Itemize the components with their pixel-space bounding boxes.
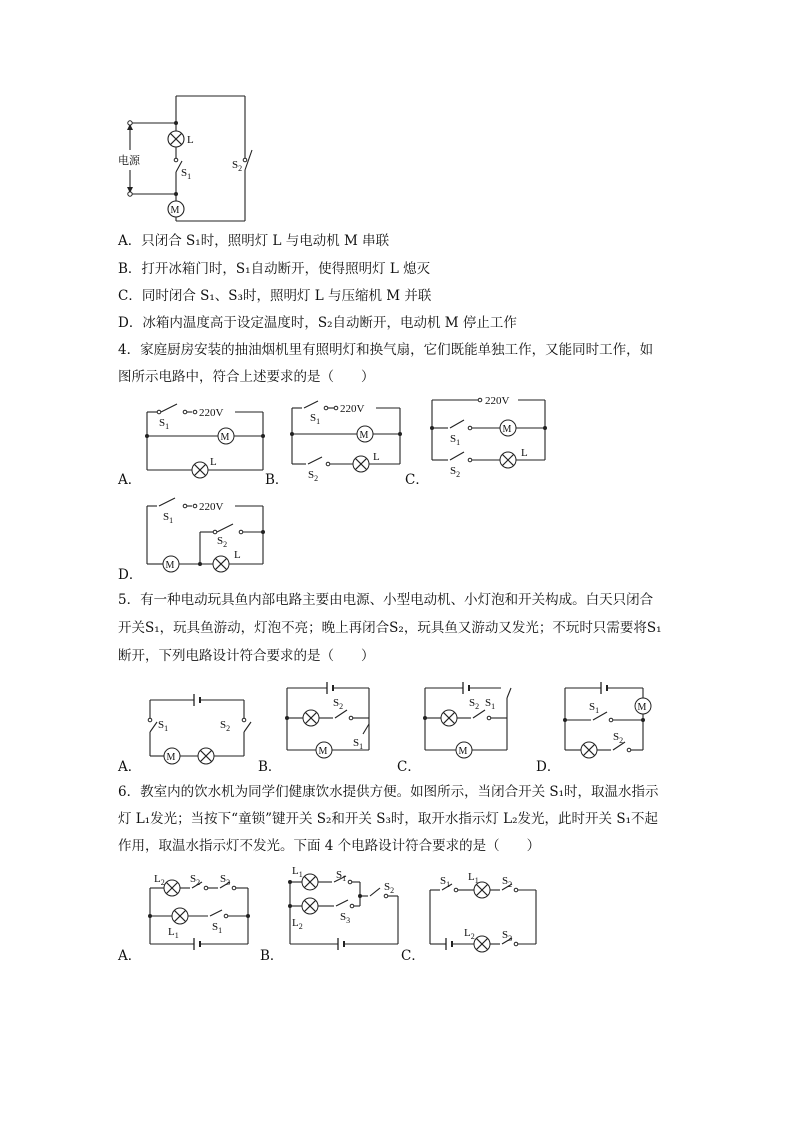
q4-label-a: A． xyxy=(118,472,142,488)
power-source-label: 电源 xyxy=(118,155,140,167)
svg-text:S2: $S_2$ xyxy=(220,719,231,733)
svg-text:S2: $S_2$ xyxy=(613,731,624,745)
q4-circuit-d xyxy=(145,496,275,576)
svg-text:L: L xyxy=(521,447,528,459)
svg-text:L1: $L_1$ xyxy=(168,926,179,940)
svg-text:S3: $S_3$ xyxy=(502,929,513,943)
svg-text:S2: $S_2$ xyxy=(502,875,513,889)
lamp-l2-icon xyxy=(302,898,318,914)
q4-circuit-b xyxy=(290,402,410,482)
svg-text:L1: $L_1$ xyxy=(292,865,303,879)
motor-icon xyxy=(218,428,234,444)
svg-text:S2: $S_2$ xyxy=(190,873,201,887)
lamp-icon xyxy=(168,131,184,147)
svg-text:S2: $S_2$ xyxy=(232,159,243,173)
svg-text:S1: $S_1$ xyxy=(159,417,170,431)
q4-stem-line1: 4．家庭厨房安装的抽油烟机里有照明灯和换气扇，它们既能单独工作，又能同时工作，如 xyxy=(118,342,654,358)
svg-text:L: L xyxy=(210,456,217,468)
q6-stem-line2: 灯 L₁发光；当按下“童锁”键开关 S₂和开关 S₃时，取开水指示灯 L₂发光，此时开关 S₁不起 xyxy=(118,811,658,827)
q6-circuit-a xyxy=(148,872,258,957)
lamp-l2-icon xyxy=(164,880,180,896)
lamp-icon xyxy=(303,710,319,726)
svg-text:S2: $S_2$ xyxy=(384,881,395,895)
q3-option-c: C．同时闭合 S₁、S₃时，照明灯 L 与压缩机 M 并联 xyxy=(118,288,432,304)
q3-option-a: A．只闭合 S₁时，照明灯 L 与电动机 M 串联 xyxy=(118,233,390,249)
svg-text:M: M xyxy=(220,432,230,443)
svg-text:S1: $S_1$ xyxy=(310,412,321,426)
q5-circuit-d xyxy=(563,684,663,769)
motor-icon xyxy=(168,201,184,217)
q4-label-b: B． xyxy=(265,472,289,488)
q3-circuit-figure xyxy=(110,88,310,228)
lamp-icon xyxy=(213,556,229,572)
lamp-l1-icon xyxy=(302,874,318,890)
svg-text:M: M xyxy=(359,430,369,441)
svg-text:M: M xyxy=(458,746,468,757)
lamp-label: L xyxy=(187,134,194,146)
svg-text:M: M xyxy=(637,702,647,713)
svg-text:S2: $S_2$ xyxy=(333,697,344,711)
q5-label-a: A． xyxy=(118,759,142,775)
svg-text:M: M xyxy=(502,424,512,435)
svg-text:L2: $L_2$ xyxy=(154,873,165,887)
svg-text:S3: $S_3$ xyxy=(220,873,231,887)
q6-label-a: A． xyxy=(118,948,142,964)
svg-text:S2: $S_2$ xyxy=(469,697,480,711)
svg-text:S1: $S_1$ xyxy=(181,167,192,181)
svg-text:M: M xyxy=(166,752,176,763)
lamp-l1-icon xyxy=(172,908,188,924)
svg-text:220V: 220V xyxy=(340,403,365,415)
lamp-icon xyxy=(500,452,516,468)
svg-text:220V: 220V xyxy=(199,407,224,419)
svg-text:S3: $S_3$ xyxy=(340,911,351,925)
svg-text:S2: $S_2$ xyxy=(217,535,228,549)
q4-circuit-c xyxy=(430,395,555,479)
q6-label-c: C． xyxy=(401,948,425,964)
svg-text:L1: $L_1$ xyxy=(468,871,479,885)
q3-option-d: D．冰箱内温度高于设定温度时，S₂自动断开，电动机 M 停止工作 xyxy=(118,315,517,331)
q5-label-d: D． xyxy=(536,759,561,775)
q5-label-c: C． xyxy=(397,759,421,775)
lamp-l2-icon xyxy=(474,936,490,952)
svg-text:S1: $S_1$ xyxy=(589,701,600,715)
svg-text:S1: $S_1$ xyxy=(336,869,347,883)
motor-icon xyxy=(163,556,179,572)
q4-label-d: D． xyxy=(118,567,143,583)
q6-stem-line1: 6．教室内的饮水机为同学们健康饮水提供方便。如图所示，当闭合开关 S₁时，取温水指示 xyxy=(118,784,659,800)
switch-s1-label: S xyxy=(181,167,188,179)
q4-label-c: C． xyxy=(405,472,429,488)
motor-icon xyxy=(500,420,516,436)
lamp-icon xyxy=(192,462,208,478)
svg-text:L: L xyxy=(234,549,241,561)
lamp-icon xyxy=(353,456,369,472)
motor-icon xyxy=(357,426,373,442)
svg-text:220V: 220V xyxy=(199,501,224,513)
motor-icon xyxy=(316,742,332,758)
svg-text:S1: $S_1$ xyxy=(212,921,223,935)
q5-stem-line2: 开关S₁，玩具鱼游动，灯泡不亮；晚上再闭合S₂，玩具鱼又游动又发光；不玩时只需要将S₁ xyxy=(118,620,662,636)
svg-text:S1: $S_1$ xyxy=(158,719,169,733)
q3-option-b: B．打开冰箱门时，S₁自动断开，使得照明灯 L 熄灭 xyxy=(118,261,431,277)
svg-text:L2: $L_2$ xyxy=(292,917,303,931)
q6-circuit-c xyxy=(428,872,543,957)
svg-text:L2: $L_2$ xyxy=(464,927,475,941)
lamp-icon xyxy=(198,748,214,764)
svg-text:S1: $S_1$ xyxy=(353,737,364,751)
motor-icon xyxy=(635,698,651,714)
q5-stem-line3: 断开，下列电路设计符合要求的是（ ） xyxy=(118,648,375,664)
svg-text:S2: $S_2$ xyxy=(450,465,461,479)
q5-circuit-b xyxy=(285,684,380,769)
q6-label-b: B． xyxy=(260,948,284,964)
svg-text:M: M xyxy=(318,746,328,757)
q5-circuit-c xyxy=(423,684,518,769)
q6-stem-line3: 作用，取温水指示灯不发光。下面 4 个电路设计符合要求的是（ ） xyxy=(118,838,541,854)
svg-text:M: M xyxy=(165,560,175,571)
svg-text:S1: $S_1$ xyxy=(440,875,451,889)
q5-label-b: B． xyxy=(258,759,282,775)
svg-text:S2: $S_2$ xyxy=(308,469,319,483)
lamp-icon xyxy=(581,742,597,758)
q5-circuit-a xyxy=(148,690,253,770)
switch-s2-label: S xyxy=(232,159,239,171)
q4-stem-line2: 图所示电路中，符合上述要求的是（ ） xyxy=(118,369,375,385)
svg-text:M: M xyxy=(170,205,180,216)
svg-text:S1: $S_1$ xyxy=(485,697,496,711)
svg-text:S1: $S_1$ xyxy=(450,433,461,447)
svg-text:220V: 220V xyxy=(485,395,510,407)
q5-stem-line1: 5．有一种电动玩具鱼内部电路主要由电源、小型电动机、小灯泡和开关构成。白天只闭合 xyxy=(118,592,654,608)
motor-icon xyxy=(456,742,472,758)
q4-circuit-a xyxy=(145,402,275,482)
svg-text:S1: $S_1$ xyxy=(163,511,174,525)
q6-circuit-b xyxy=(288,865,408,958)
lamp-icon xyxy=(441,710,457,726)
motor-icon xyxy=(164,748,180,764)
svg-text:L: L xyxy=(373,451,380,463)
